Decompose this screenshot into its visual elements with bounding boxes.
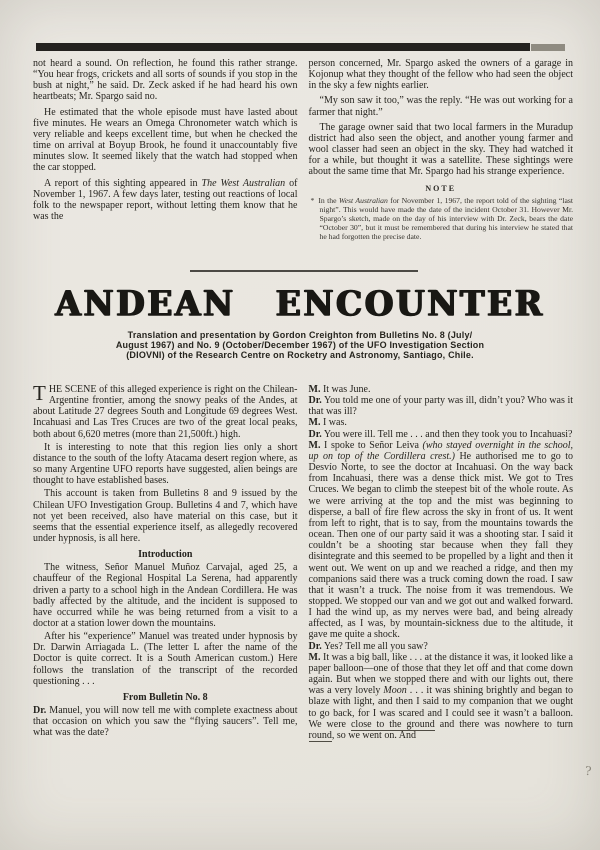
- dialogue-line: [33, 705, 298, 738]
- dialogue-line: [309, 652, 574, 741]
- text-segment: He estimated that the whole episode must have lasted about five minutes. He wears an Omega Chronometer watch which is very reliable and keeps excellent time, but when he checked the time on arrival at Boyup Brook, he found it unaccountably five minutes slow. It seemed likely that the watch had stopped when the car stopped.: [33, 106, 298, 174]
- text-segment: It is interesting to note that this region lies only a short distance to the south of the lofty Atacama desert region where, as so many Argentine UFO reports have suggested, alien beings are thought to have established bases.: [33, 441, 298, 487]
- text-segment: “My son saw it too,” was the reply. “He was out working for a farmer that night.”: [308, 95, 573, 118]
- italic-aside: (who stayed overnight in the school, up on top of the Cordillera crest.): [308, 439, 573, 462]
- text-segment: This account is taken from Bulletins 8 and 9 issued by the Chilean UFO Investigation Group. Bulletins 4 and 7, which have not yet been received, also have material on this case, but it seems that the essential experience itself, as allegedly recovered under hypnosis, is all here.: [33, 488, 298, 545]
- text-segment: It was a big ball, like . . . at the distance it was, it looked like a paper balloon—one of those that they let off and that come down again. But when we stopped there and with our lights out, there was a very lovely: [308, 651, 573, 697]
- text-segment: You were ill. Tell me . . . and then they took you to Incahuasi?: [321, 428, 573, 440]
- article-title: ANDEAN ENCOUNTER: [55, 283, 545, 324]
- dialogue-line: [309, 440, 574, 641]
- text-segment: Manuel, you will now tell me with complete exactness about that occasion on which you saw the “flying saucers”. Tell me, what was the date?: [33, 704, 298, 739]
- paragraph: [33, 107, 298, 174]
- speaker-label: Dr.: [33, 704, 47, 716]
- speaker-label: Dr.: [308, 395, 322, 407]
- text-segment: and there was nowhere to turn: [434, 718, 574, 730]
- pencil-question-mark: ?: [584, 763, 592, 779]
- introduction-heading: Introduction: [138, 549, 193, 561]
- dialogue-line: [309, 395, 574, 417]
- text-segment: , so we went on. And: [331, 729, 417, 741]
- subtitle-line: August 1967) and No. 9 (October/December 1967) of the UFO Investigation Section: [115, 339, 485, 350]
- prev-left-column: [33, 58, 298, 242]
- text-segment: I was.: [320, 417, 347, 429]
- scan-top-bar: [36, 43, 530, 51]
- italic-publication-name: The West Australian: [201, 177, 286, 189]
- speaker-label: M.: [308, 417, 321, 429]
- text-segment: . . . it was shining brightly and began to blaze with light, and then I said to my companion that we ought to go back, for I was scared and I could see it wasn’t a balloon. We were: [308, 685, 573, 730]
- paragraph: [33, 381, 298, 440]
- dialogue-line: [309, 417, 574, 428]
- body-right-column: [309, 384, 574, 741]
- text-segment: Yes? Tell me all you saw?: [321, 640, 428, 652]
- paragraph: [33, 562, 298, 629]
- text-segment: person concerned, Mr. Spargo asked the owners of a garage in Kojonup what they thought of the fellow who had seen the object in the sky a few nights earlier.: [308, 58, 573, 92]
- prev-right-column: [309, 58, 574, 242]
- text-segment: HE SCENE of this alleged experience is right on the Chilean-Argentine frontier, among the snowy peaks of the Andes, at about Latitude 27 degrees South and Longitude 69 degrees West. Incahuasi and Las Tres Cruces are two of the great local peaks, both about 6,620 metres (more than 21,500ft.) high.: [33, 384, 298, 440]
- text-segment: I spoke to Señor Leiva: [320, 439, 423, 451]
- speaker-label: M.: [308, 384, 321, 395]
- scan-top-bar-end: [531, 44, 565, 51]
- body-left-column: [33, 381, 298, 741]
- paragraph: [309, 122, 574, 178]
- text-segment: After his “experience” Manuel was treated under hypnosis by Dr. Darwin Arriagada L. (The letter L after the name of the Doctor is quite correct. It is a South American custom.) Here follows the translation of the transcript of the recorded questioning . . .: [33, 631, 298, 687]
- dialogue-line: [309, 641, 574, 652]
- text-segment: The garage owner said that two local farmers in the Muradup district had also seen the object, and another young farmer and wool classer had seen an object in the sky. They had watched it for a while, but thought it was a satellite. These sightings were about the same time that Mr. Spargo had his strange experience.: [308, 121, 573, 178]
- paragraph: [33, 178, 298, 223]
- text-segment: A report of this sighting appeared in: [44, 177, 202, 189]
- paragraph: [309, 95, 574, 117]
- bulletin-heading: From Bulletin No. 8: [122, 691, 208, 703]
- article-body: [33, 381, 574, 741]
- text-segment: of November 1, 1967. A few days later, testing out reactions of local folk to the newspaper report, without letting them know that he was the: [33, 177, 298, 223]
- paragraph: [309, 58, 574, 91]
- asterisk-marker: *: [310, 195, 315, 205]
- note-heading: NOTE: [425, 183, 457, 193]
- speaker-label: Dr.: [308, 640, 322, 652]
- paragraph: [33, 631, 298, 687]
- speaker-label: Dr.: [308, 428, 322, 440]
- text-segment: The witness, Señor Manuel Muñoz Carvajal, aged 25, a chauffeur of the Regional Hospital La Serena, had apparently driven a party to a school high in the Andean Cordillera. He was badly affected by the altitude, and the incident is supposed to have occurred while he was being returned from a visit to a doctor at a station lower down the mountains.: [33, 562, 298, 629]
- paragraph: [33, 442, 298, 487]
- previous-article-continuation: [33, 58, 573, 242]
- text-segment: He authorised me to go to Desvío Norte, to see the doctor at Incahuasi. On the way back from Incahuasi, there was a dense thick mist. We got to Tres Cruces. We began to climb the steepest bit of the whole route. As we were arriving at the top and the mist was beginning to disperse, a ball of fire flew across the sky in front of us. It went from left to right, that is to say, from the mountains towards the ocean. Then one of our party said it was a shooting star. I said it couldn’t be a shooting star because when they fall they disintegrate and this seemed to be propelled by a light and then it went out. We went on up and we reached a ridge, and then my companions said there was a truck coming down the road. I saw that it wasn’t a truck. The noise from it was tremendous. We stopped. We stopped our van and we got out and walked forward. I had the wind up, as my nerves were bad, and being already affected, as I was, by mountain-sickness due to the altitude, it gave me quite a shock.: [308, 450, 573, 641]
- hand-underlined-phrase: close to the ground: [350, 718, 435, 730]
- hand-underlined-word: round: [308, 729, 332, 741]
- drop-cap: T: [33, 381, 46, 405]
- italic-word: Moon: [383, 685, 407, 697]
- dialogue-line: [309, 429, 574, 440]
- speaker-label: M.: [308, 651, 321, 663]
- subtitle-line: (DIOVNI) of the Research Centre on Rocketry and Astronomy, Santiago, Chile.: [126, 349, 474, 360]
- dialogue-line: [309, 384, 574, 395]
- italic-publication-name: West Australian: [338, 195, 388, 205]
- speaker-label: M.: [308, 439, 321, 451]
- section-divider-rule: [190, 270, 418, 272]
- text-segment: not heard a sound. On reflection, he found this rather strange. “You hear frogs, crickets and all sorts of sounds if you stop in the bush at night,” he said. Dr. Zeck asked if he had heard his own heartbeats; Mr. Spargo said no.: [33, 58, 298, 103]
- paragraph: [33, 488, 298, 544]
- text-segment: It was June.: [320, 384, 371, 395]
- text-segment: for November 1, 1967, the report told of the sighting “last night”. This would have made the date of the incident October 31. However Mr. Spargo’s sketch, made on the day of his interview with Dr. Zeck, bears the date “October 30”, but it must be remembered that during his interview he stated that he had forgotten the precise date.: [319, 195, 573, 242]
- footnote: [309, 196, 574, 242]
- article-subtitle: [78, 331, 522, 360]
- subtitle-line: Translation and presentation by Gordon Creighton from Bulletins No. 8 (July/: [127, 330, 473, 340]
- text-segment: You told me one of your party was ill, didn’t you? Who was it that was ill?: [308, 395, 573, 418]
- paragraph: [33, 58, 298, 103]
- text-segment: In the: [318, 195, 339, 205]
